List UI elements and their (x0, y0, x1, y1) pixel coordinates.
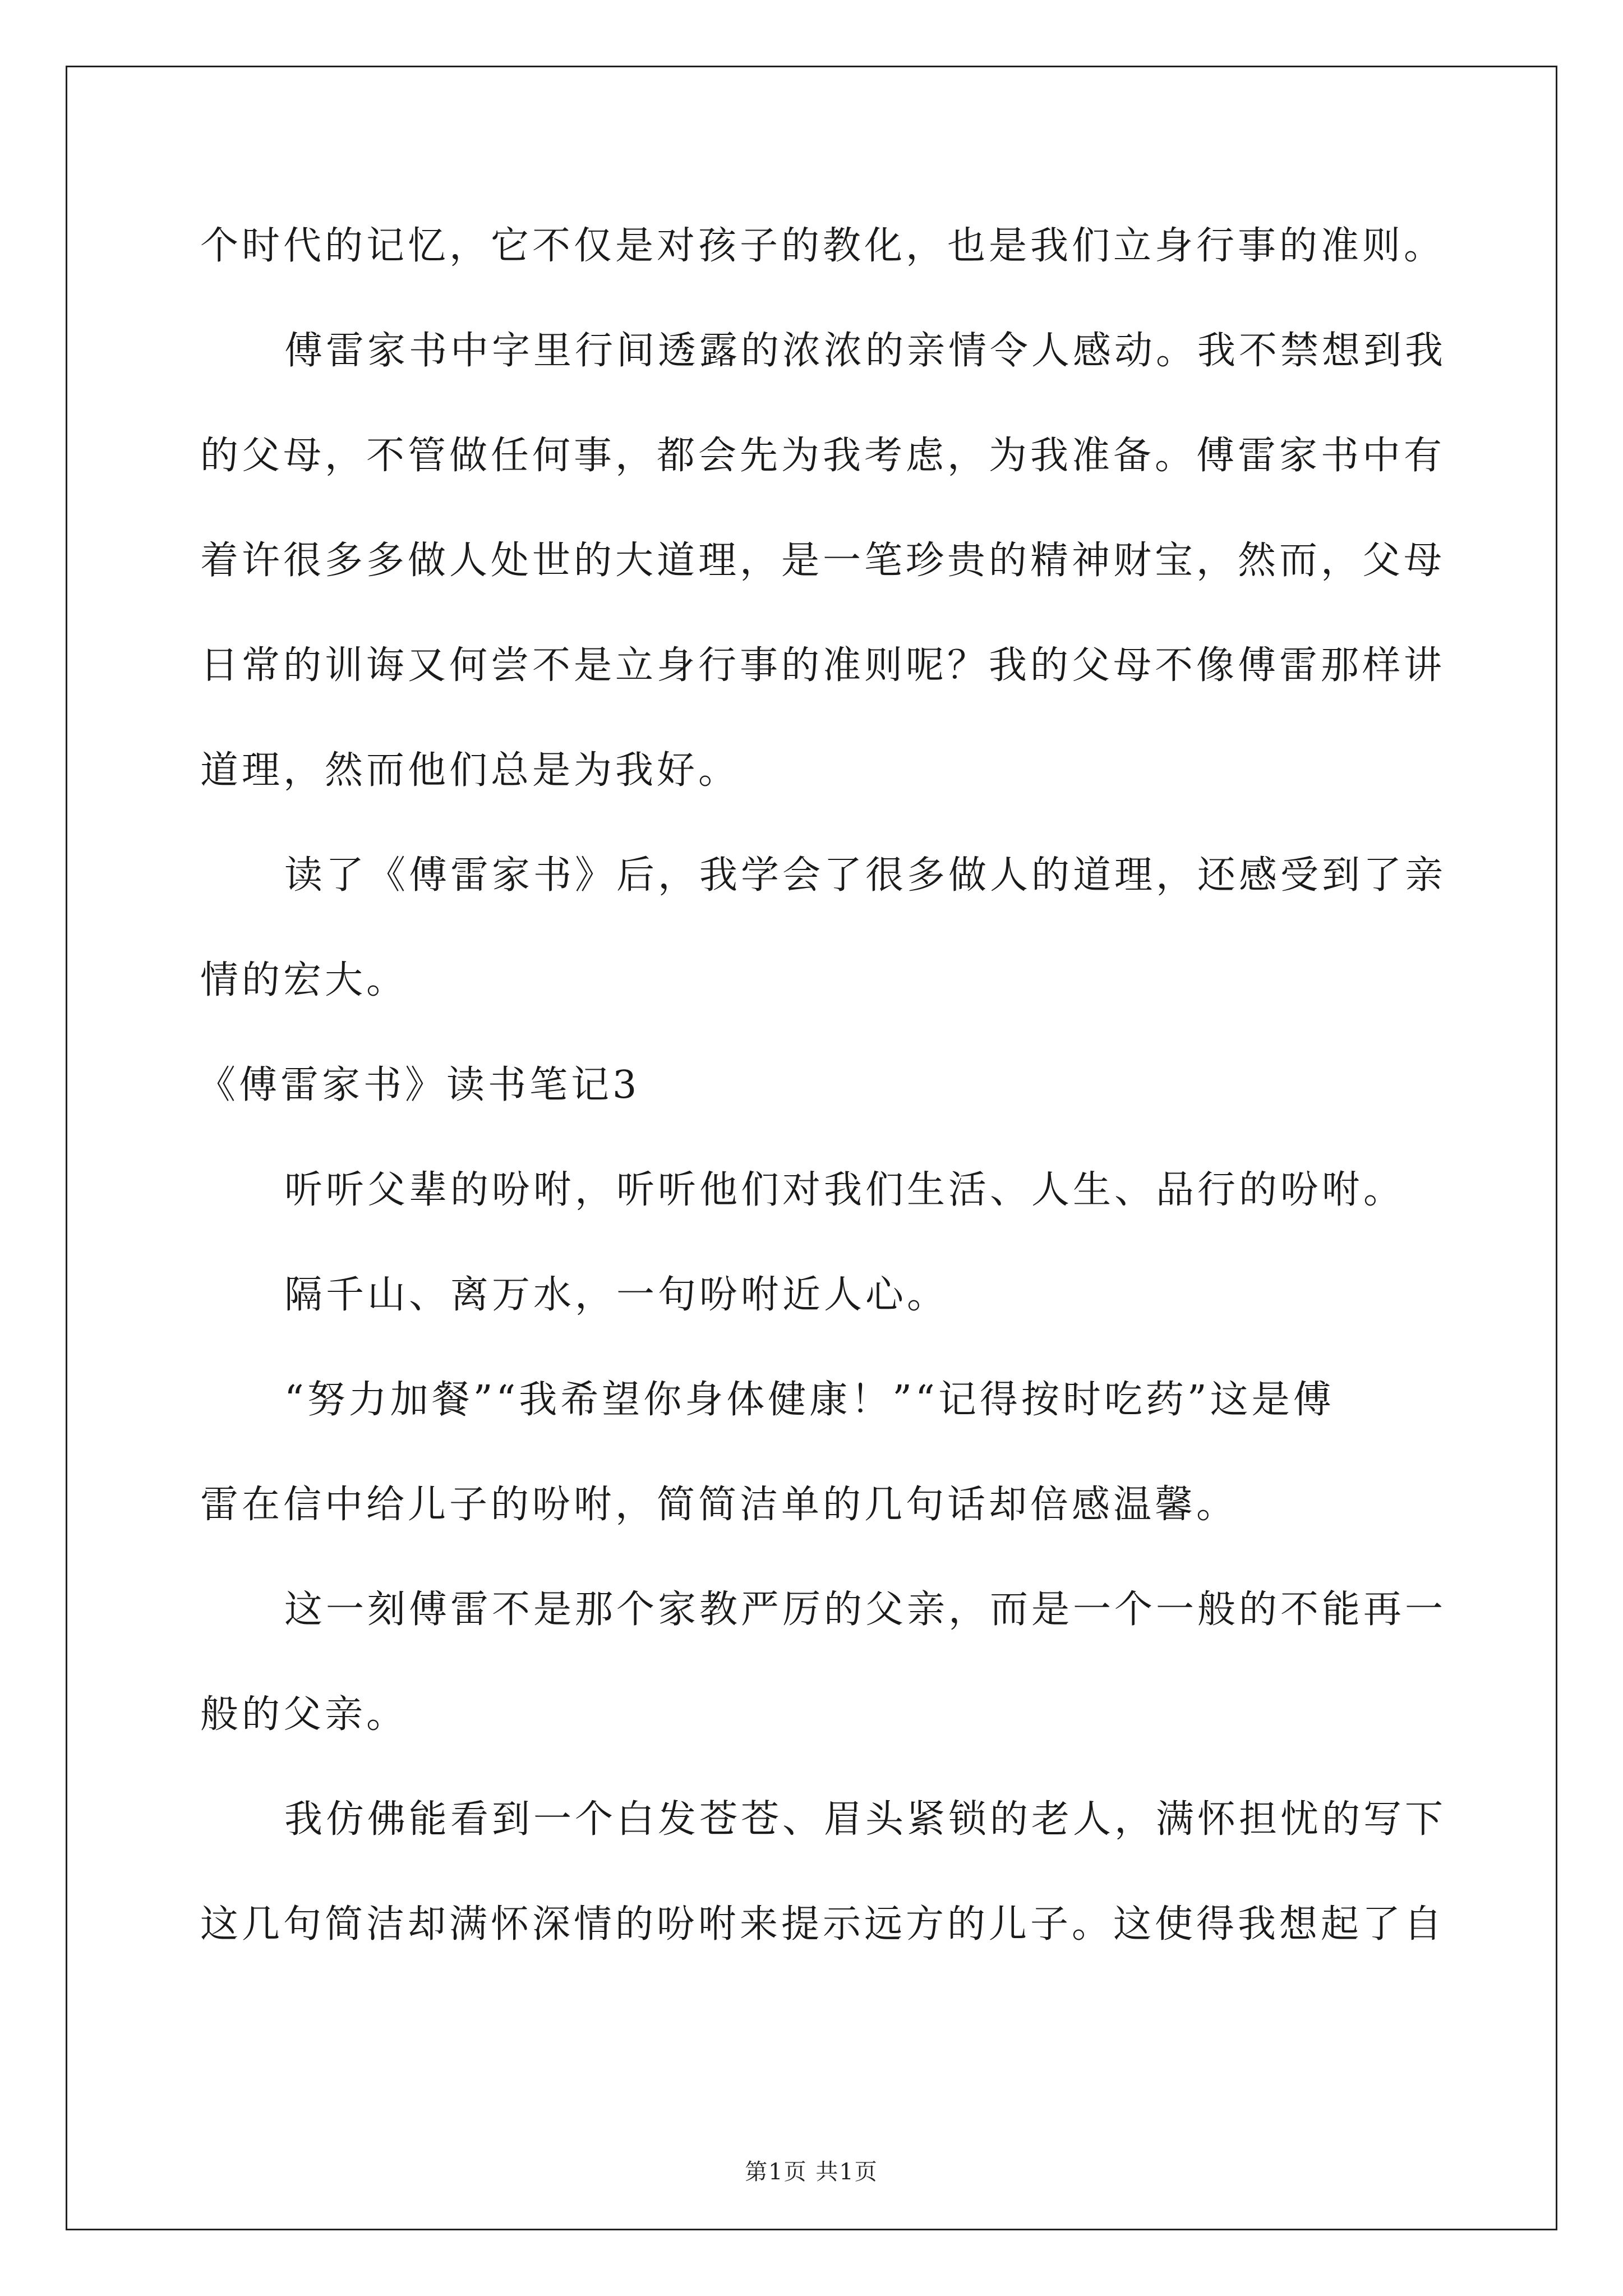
text-line: 日常的训诲又何尝不是立身行事的准则呢？我的父母不像傅雷那样讲 (200, 643, 1446, 688)
text-line: 傅雷家书中字里行间透露的浓浓的亲情令人感动。我不禁想到我 (284, 329, 1447, 373)
text-line: 般的父亲。 (200, 1692, 408, 1737)
text-line: 道理，然而他们总是为我好。 (200, 748, 740, 793)
document-body (197, 194, 1447, 1977)
text-line: 这一刻傅雷不是那个家教严厉的父亲，而是一个一般的不能再一 (284, 1588, 1447, 1632)
section-heading: 《傅雷家书》读书笔记3 (197, 1063, 640, 1107)
text-line: “努力加餐”“我希望你身体健康！”“记得按时吃药”这是傅 (284, 1378, 1335, 1422)
text-line: 个时代的记忆，它不仅是对孩子的教化，也是我们立身行事的准则。 (200, 224, 1446, 268)
text-line: 情的宏大。 (200, 958, 408, 1002)
text-line: 雷在信中给儿子的吩咐，简简洁单的几句话却倍感温馨。 (200, 1483, 1238, 1527)
page-footer: 第1页 共1页 (745, 2159, 878, 2185)
text-line: 的父母，不管做任何事，都会先为我考虑，为我准备。傅雷家书中有 (200, 434, 1446, 478)
text-line: 我仿佛能看到一个白发苍苍、眉头紧锁的老人，满怀担忧的写下 (284, 1797, 1447, 1842)
text-line: 这几句简洁却满怀深情的吩咐来提示远方的儿子。这使得我想起了自 (200, 1902, 1446, 1947)
text-line: 读了《傅雷家书》后，我学会了很多做人的道理，还感受到了亲 (284, 853, 1447, 898)
text-line: 隔千山、离万水，一句吩咐近人心。 (284, 1273, 949, 1317)
text-line: 听听父辈的吩咐，听听他们对我们生活、人生、品行的吩咐。 (284, 1168, 1405, 1212)
text-line: 着许很多多做人处世的大道理，是一笔珍贵的精神财宝，然而，父母 (200, 539, 1446, 583)
